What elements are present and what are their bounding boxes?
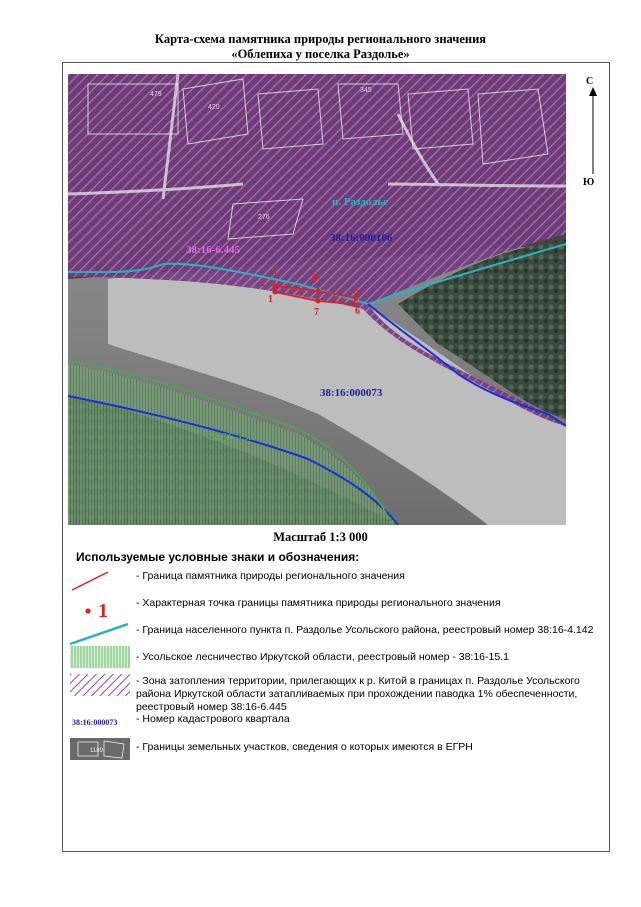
map-title-line1: Карта-схема памятника природы регионального значения: [154, 32, 487, 46]
point-label-2: 2: [261, 278, 266, 289]
legend-item-land-parcels: - Границы земельных участков, сведения о которых имеются в ЕГРН: [136, 741, 473, 753]
parcel-number: 479: [150, 91, 162, 98]
legend-item-cadastral-quarter: - Номер кадастрового квартала: [136, 713, 290, 725]
parcel-number: 420: [208, 104, 220, 111]
legend-forestry-sample: [70, 646, 130, 668]
map-scale: Масштаб 1:3 000: [273, 530, 368, 544]
legend-flood-sample: [70, 674, 130, 696]
legend-point-number: 1: [98, 600, 108, 622]
legend-parcel-number: 1189: [90, 748, 103, 754]
point-label-7: 7: [314, 307, 319, 318]
quarter-label-river: 38:16:000073: [320, 387, 383, 399]
south-label: Ю: [583, 177, 595, 186]
legend-item-boundary-point: - Характерная точка границы памятника природы регионального значения: [136, 597, 501, 609]
map-title-line2: «Облепиха у поселка Раздолье»: [231, 47, 410, 61]
legend-symbols: [68, 566, 132, 766]
legend-title: Используемые условные знаки и обозначения:: [76, 550, 360, 564]
settlement-label: п. Раздолье: [332, 196, 389, 208]
legend-item-monument-border: - Граница памятника природы регионального значения: [136, 570, 405, 582]
point-label-6: 6: [355, 306, 360, 317]
flood-zone-label: 38:16-6.445: [186, 244, 241, 256]
point-label-3: 3: [272, 268, 277, 279]
legend-item-forestry: - Усольское лесничество Иркутской области, реестровый номер - 38:16-15.1: [136, 651, 509, 663]
satellite-map[interactable]: [68, 74, 566, 525]
forestry-label: 38:16-15.1: [208, 431, 257, 443]
parcel-number: 276: [258, 214, 270, 221]
north-label: С: [586, 76, 594, 87]
legend-point-dot: [85, 608, 90, 613]
point-label-4: 4: [311, 273, 316, 284]
legend-quarter-sample: 38:16:000073: [72, 718, 118, 727]
legend-item-settlement-border: - Граница населенного пункта п. Раздолье Усольского района, реестровый номер 38:16-4.142: [136, 624, 594, 636]
legend-item-flood-zone: - Зона затопления территории, прилегающих к р. Китой в границах п. Раздолье Усольского района Иркутской области затапливаемых при прохождении паводка 1% обеспеченности, реестровый номер 38:16-6.445: [136, 675, 580, 713]
legend-monument-line: [72, 572, 108, 590]
parcel-number: 345: [360, 87, 372, 94]
north-arrow: [580, 74, 606, 186]
point-label-5: 5: [354, 286, 359, 297]
legend-settlement-line: [70, 624, 128, 644]
quarter-label-top: 38:16:000106: [330, 232, 393, 244]
point-label-1: 1: [268, 294, 273, 305]
